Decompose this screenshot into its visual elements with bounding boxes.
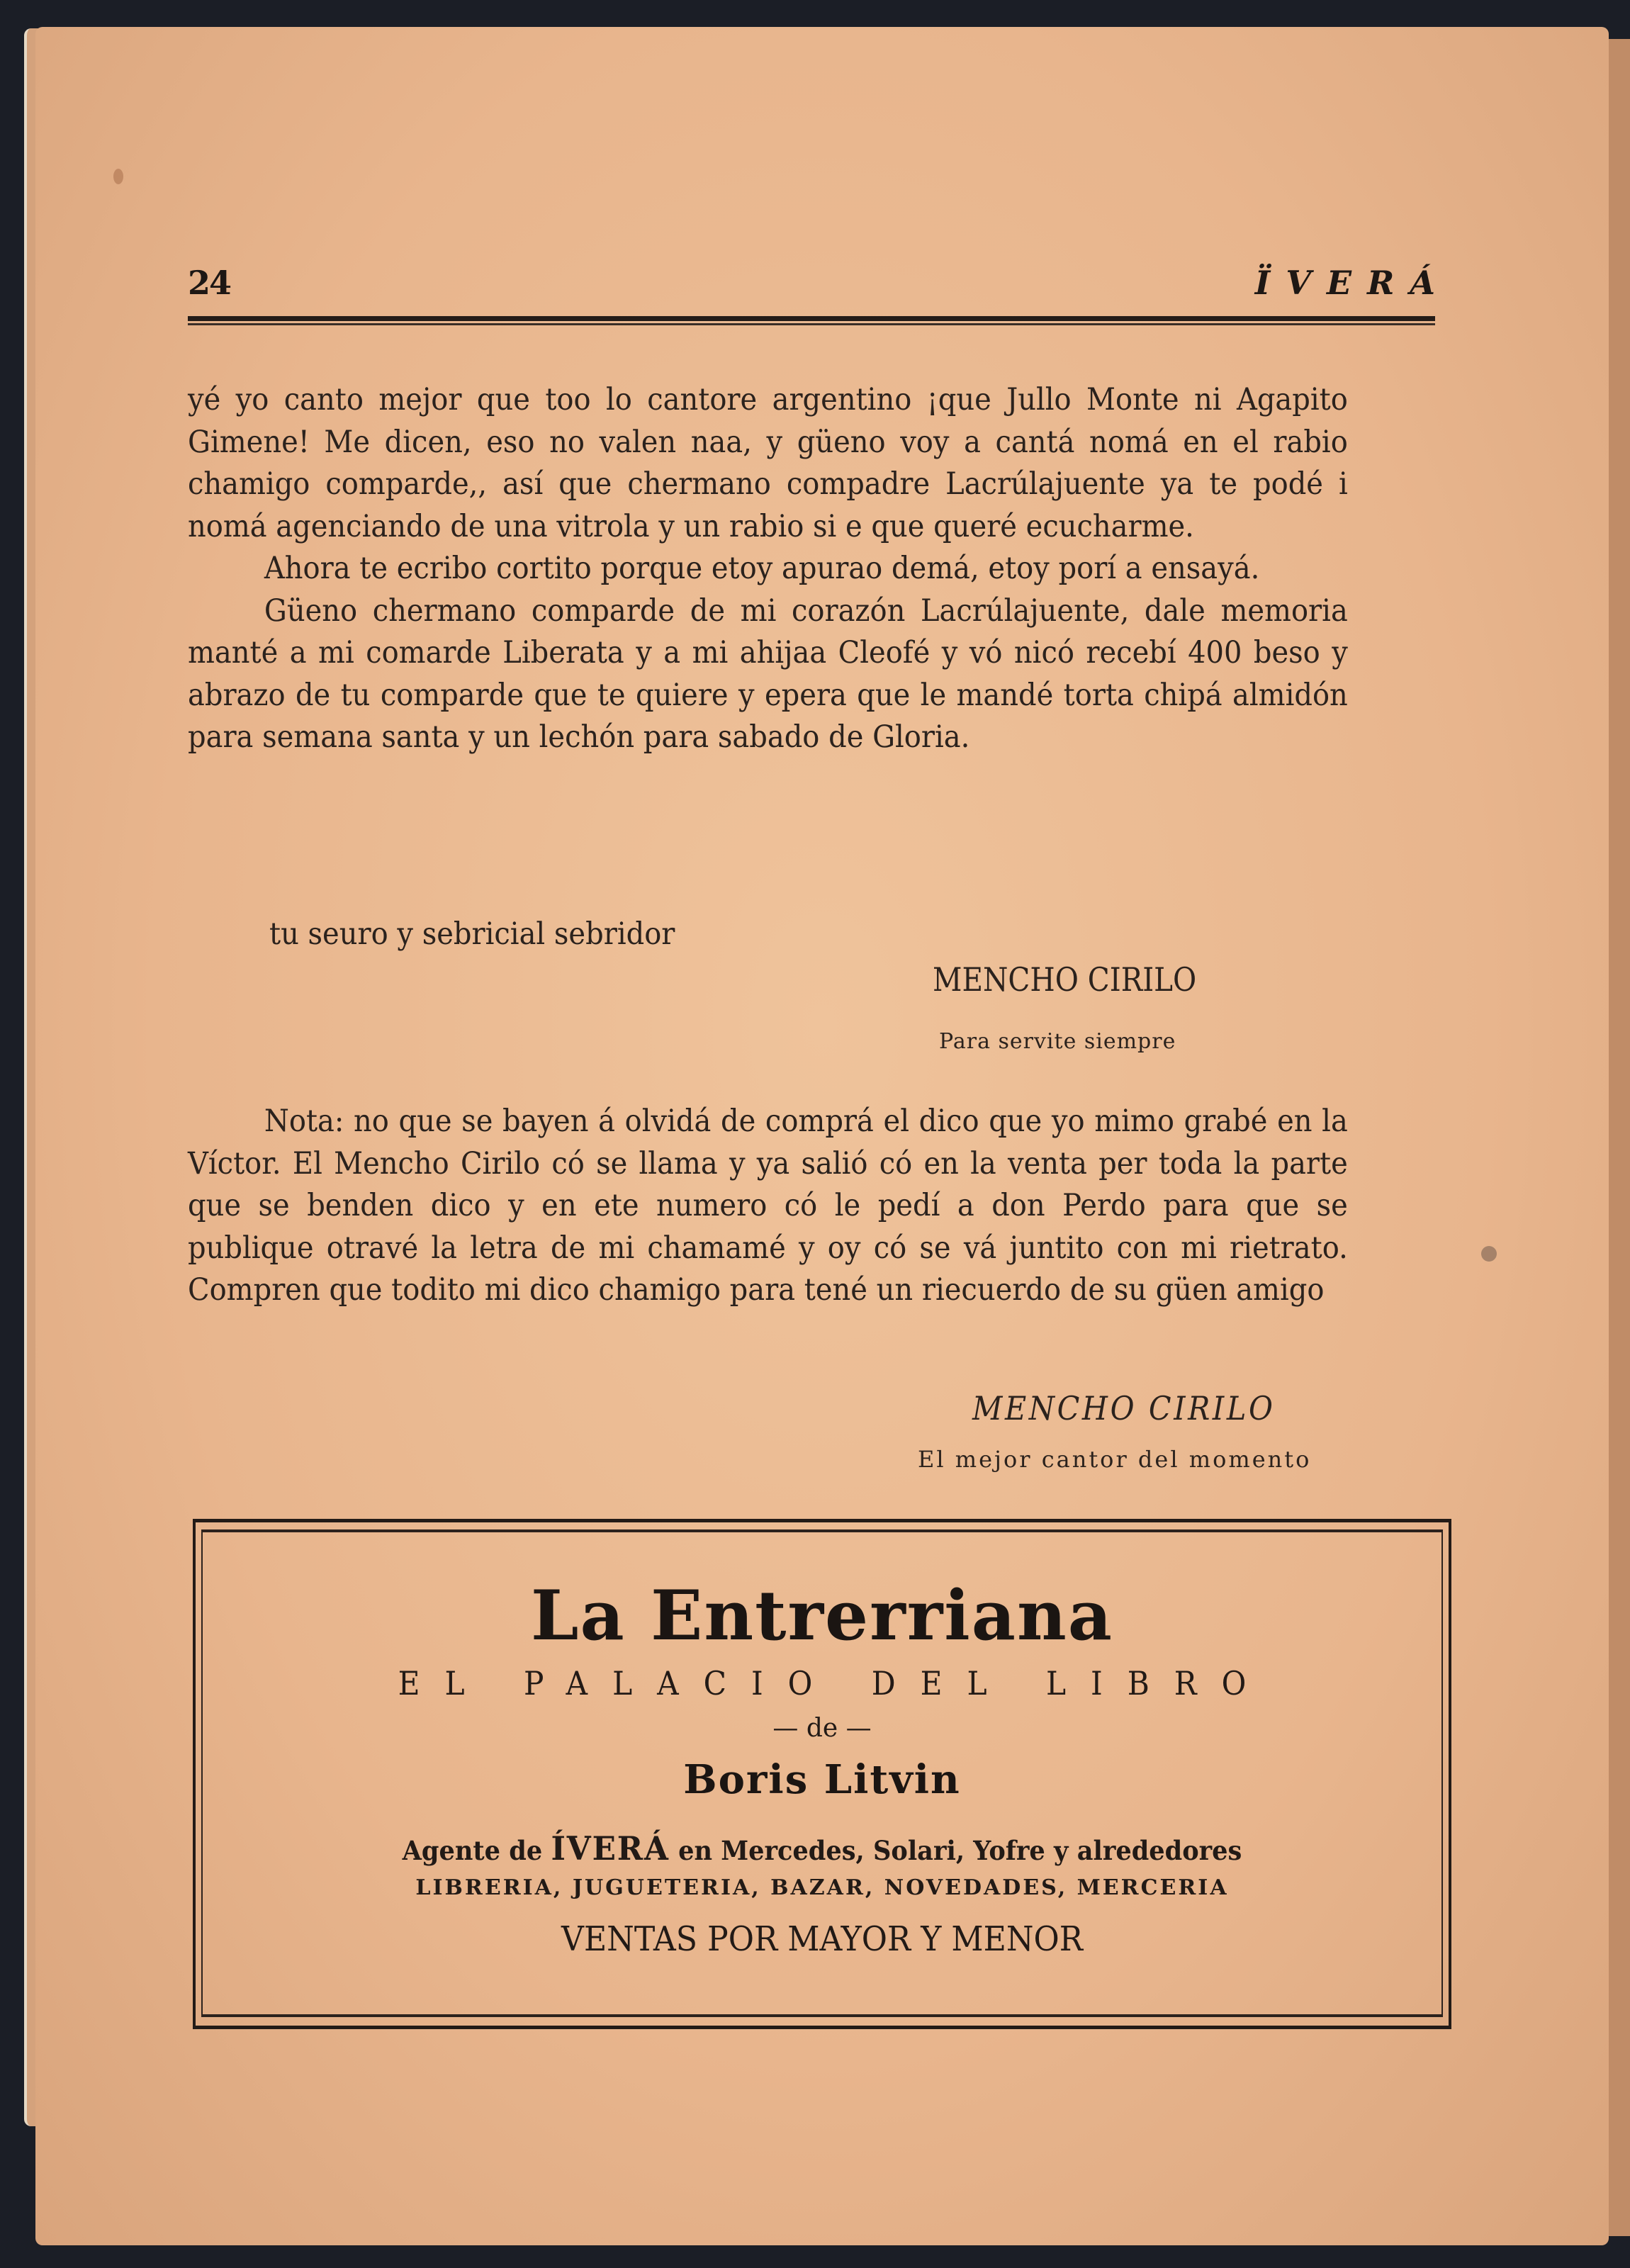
signature: MENCHO CIRILO [933, 960, 1197, 999]
ad-agent-line [227, 1829, 1417, 1868]
paper-stain [1481, 1246, 1497, 1262]
ad-agent-brand: ÍVERÁ [551, 1829, 670, 1868]
next-page-edge [1605, 39, 1630, 2236]
ad-categories: LIBRERIA, JUGUETERIA, BAZAR, NOVEDADES, MERCERIA [415, 1875, 1229, 1900]
page-number: 24 [188, 264, 231, 302]
signature-subtitle: Para servite siempre [939, 1029, 1176, 1054]
running-head: ÏVERÁ [1254, 264, 1451, 302]
letter-body [188, 379, 1348, 759]
paper-stain [113, 169, 123, 184]
paragraph: Güeno chermano comparde de mi corazón Lacrúlajuente, dale memoria manté a mi comarde Liberata y a mi ahijaa Cleofé y vó nicó recebí 400 beso y abrazo de tu comparde que te quiere y epera que le mandé torta chipá almidón para semana santa y un lechón para sabado de Gloria. [188, 593, 1348, 755]
ad-owner: Boris Litvin [683, 1756, 961, 1803]
ad-sales: VENTAS POR MAYOR Y MENOR [561, 1919, 1083, 1959]
advertisement-box [193, 1519, 1451, 2029]
paragraph: Ahora te ecribo cortito porque etoy apurao demá, etoy porí a ensayá. [264, 551, 1260, 586]
header-rule-thin [188, 323, 1435, 325]
ad-title: La Entrerriana [531, 1576, 1113, 1656]
note-signature-subtitle: El mejor cantor del momento [918, 1446, 1312, 1473]
page-header [188, 264, 1451, 306]
ad-connector: — de — [772, 1714, 872, 1743]
paragraph: yé yo canto mejor que too lo cantore argentino ¡que Jullo Monte ni Agapito Gimene! Me dicen, eso no valen naa, y güeno voy a cantá nomá en el rabio chamigo comparde,, así que chermano compadre Lacrúlajuente ya te podé i nomá agenciando de una vitrola y un rabio si e que queré ecucharme. [188, 382, 1348, 544]
header-rule [188, 316, 1435, 321]
note-signature: MENCHO CIRILO [972, 1389, 1276, 1427]
ad-agent-prefix: Agente de [402, 1835, 543, 1866]
note-section [188, 1101, 1348, 1312]
ad-agent-suffix: en Mercedes, Solari, Yofre y alrededores [678, 1835, 1242, 1866]
letter-closing: tu seuro y sebricial sebridor [269, 916, 675, 952]
note-text: Nota: no que se bayen á olvidá de comprá el dico que yo mimo grabé en la Víctor. El Mencho Cirilo có se llama y ya salió có en la venta per toda la parte que se benden dico y en ete numero có le pedí a don Perdo para que se publique otravé la letra de mi chamamé y oy có se vá juntito con mi rietrato. Compren que todito mi dico chamigo para tené un riecuerdo de su güen amigo [188, 1104, 1348, 1308]
ad-subtitle: EL PALACIO DEL LIBRO [398, 1664, 1271, 1702]
